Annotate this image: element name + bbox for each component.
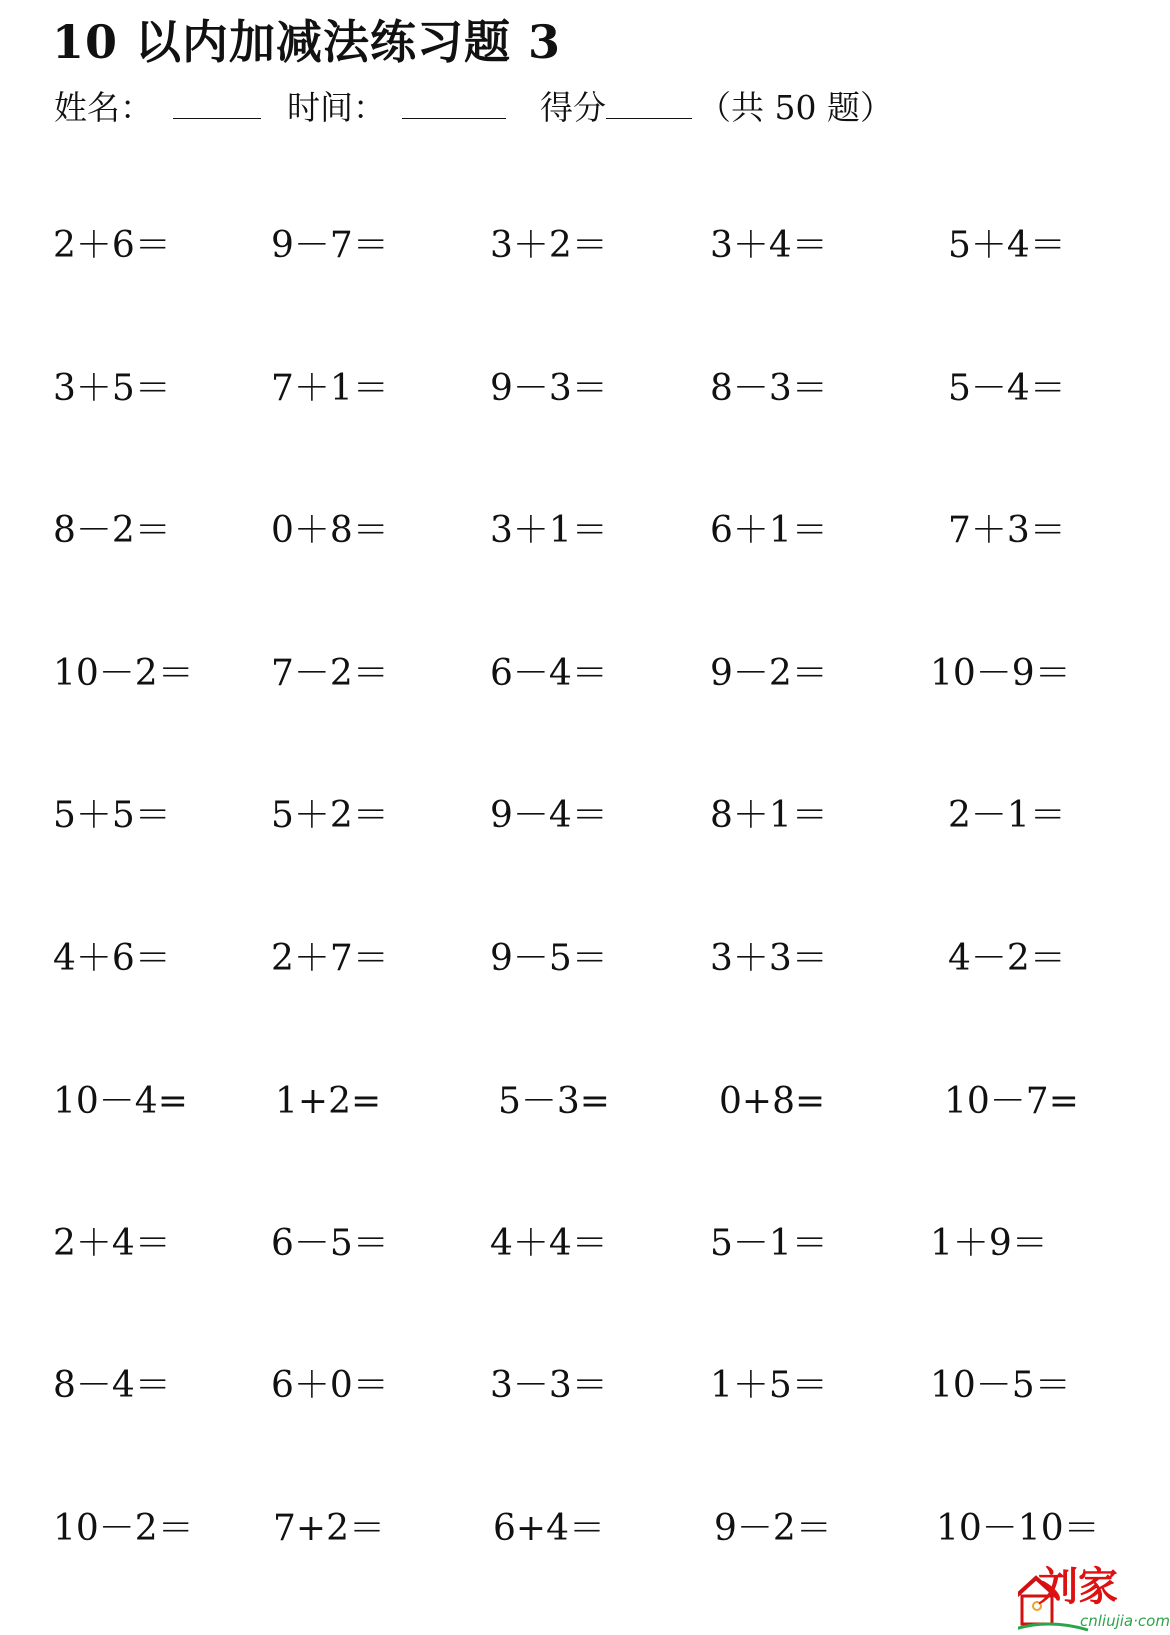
name-label: 姓名： (54, 88, 153, 127)
problem: 9－4＝ (490, 795, 608, 836)
problem: 10－7= (944, 1081, 1079, 1122)
problem: 0+8= (719, 1081, 826, 1122)
problem: 6＋1＝ (710, 510, 828, 551)
worksheet-title: 10 以内加减法练习题 3 (52, 15, 562, 69)
problem: 3＋2＝ (490, 225, 608, 266)
problem: 8－4＝ (53, 1365, 171, 1406)
watermark-url: cnliujia·com (1080, 1612, 1170, 1630)
problem: 4－2＝ (948, 938, 1066, 979)
problem: 10－10＝ (936, 1508, 1100, 1549)
problem: 3＋1＝ (490, 510, 608, 551)
watermark-logo-text: 刘家 (1038, 1563, 1118, 1610)
problem: 4＋6＝ (53, 938, 171, 979)
problem: 2＋4＝ (53, 1223, 171, 1264)
problem: 0＋8＝ (271, 510, 389, 551)
problem: 7＋1＝ (271, 368, 389, 409)
problem: 9－2＝ (714, 1508, 832, 1549)
score-label: 得分 (540, 88, 606, 127)
problem: 5＋4＝ (948, 225, 1066, 266)
problem: 10－4= (53, 1081, 188, 1122)
problem: 2＋6＝ (53, 225, 171, 266)
problem: 8－2＝ (53, 510, 171, 551)
problem: 9－5＝ (490, 938, 608, 979)
problem: 10－5＝ (930, 1365, 1071, 1406)
problem: 10－9＝ (930, 653, 1071, 694)
problem: 6+4＝ (493, 1508, 605, 1549)
problem: 5－1＝ (710, 1223, 828, 1264)
problem: 7+2＝ (273, 1508, 385, 1549)
problem: 10－2＝ (53, 653, 194, 694)
problem: 9－7＝ (271, 225, 389, 266)
problem: 5－3= (498, 1081, 610, 1122)
problem: 9－3＝ (490, 368, 608, 409)
problem: 5＋2＝ (271, 795, 389, 836)
problem: 8－3＝ (710, 368, 828, 409)
problem: 3－3＝ (490, 1365, 608, 1406)
problem: 1+2= (275, 1081, 382, 1122)
problem: 7＋3＝ (948, 510, 1066, 551)
problem: 7－2＝ (271, 653, 389, 694)
problem: 2－1＝ (948, 795, 1066, 836)
problem: 6－4＝ (490, 653, 608, 694)
time-label: 时间： (287, 88, 386, 127)
problem: 4＋4＝ (490, 1223, 608, 1264)
problem: 6－5＝ (271, 1223, 389, 1264)
problem: 1＋9＝ (930, 1223, 1048, 1264)
problem: 2＋7＝ (271, 938, 389, 979)
problem: 8＋1＝ (710, 795, 828, 836)
problem: 9－2＝ (710, 653, 828, 694)
problem: 3＋5＝ (53, 368, 171, 409)
problem: 3＋4＝ (710, 225, 828, 266)
total-note: （共 50 题） (698, 88, 893, 127)
problem: 6＋0＝ (271, 1365, 389, 1406)
problem: 3＋3＝ (710, 938, 828, 979)
problem: 5＋5＝ (53, 795, 171, 836)
problem: 10－2＝ (53, 1508, 194, 1549)
problem: 5－4＝ (948, 368, 1066, 409)
problem: 1＋5＝ (710, 1365, 828, 1406)
